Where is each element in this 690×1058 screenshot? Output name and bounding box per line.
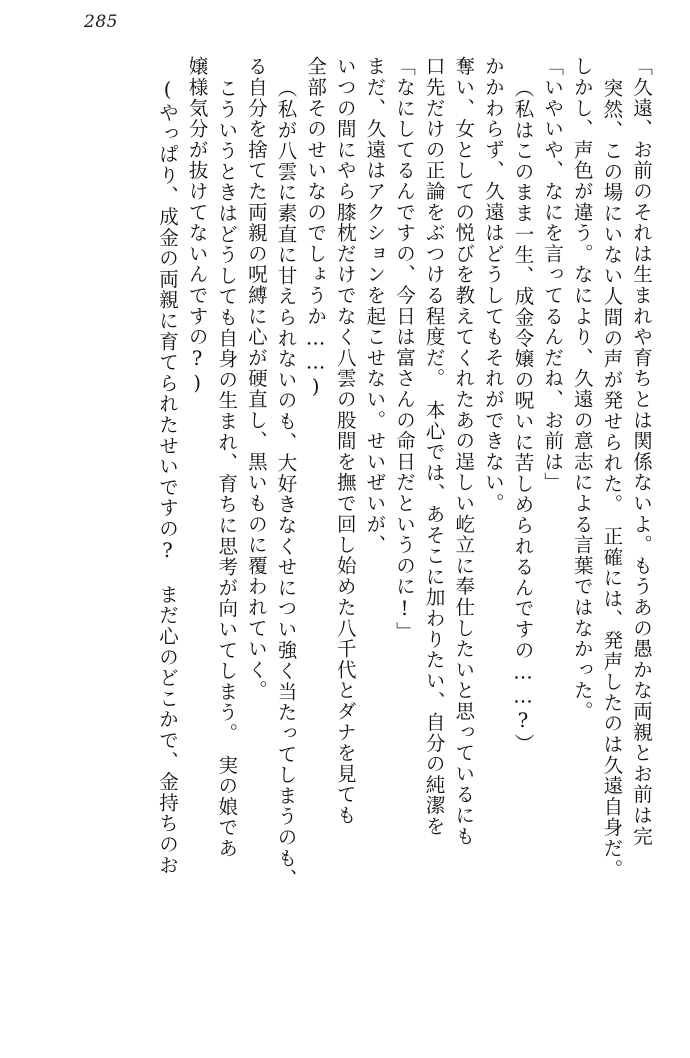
- text-line: （私が八雲に素直に甘えられないのも、大好きなくせについ強く当たってしまうのも、: [274, 78, 298, 890]
- text-line: かかわらず、久遠はどうしてもそれができない。: [481, 56, 505, 514]
- page-number: 285: [84, 12, 118, 32]
- text-line: 全部そのせいなのでしょうか……): [304, 56, 328, 400]
- text-line: 「いやいや、なにを言ってるんだね、お前は」: [541, 56, 565, 493]
- text-line: しかし、声色が違う。なにより、久遠の意志による言葉ではなかった。: [570, 56, 594, 722]
- text-line: 「久遠、お前のそれは生まれや育ちとは関係ないよ。もうあの愚かな両親とお前は完: [630, 56, 653, 847]
- text-line: 「なにしてるんですの、今日は富さんの命日だというのに!」: [393, 56, 416, 642]
- text-line: こういうときはどうしても自身の生まれ、育ちに思考が向いてしまう。 実の娘であ: [215, 78, 239, 859]
- text-line: 突然、この場にいない人間の声が発せられた。 正確には、発声したのは久遠自身だ。: [600, 78, 624, 880]
- text-line: 口先だけの正論をぶつける程度だ。 本心では、あそこに加わりたい、自分の純潔を: [422, 56, 446, 837]
- text-line: (やっぱり、成金の両親に育てられたせいですの? まだ心のどこかで、金持ちのお: [156, 78, 179, 876]
- text-line: いつの間にやら膝枕だけでなく八雲の股間を撫で回し始めた八千代とダナを見ても: [333, 56, 357, 826]
- text-line: る自分を捨てた両親の呪縛に心が硬直し、黒いものに覆われていく。: [244, 56, 268, 701]
- text-line: 奪い、女としての悦びを教えてくれたあの逞しい屹立に奉仕したいと思っているにも: [452, 56, 476, 847]
- text-line: まだ、久遠はアクションを起こせない。せいぜいが、: [363, 56, 387, 556]
- text-line: 嬢様気分が抜けてないんですの?): [185, 56, 209, 396]
- page-text-body: [40, 56, 656, 1036]
- text-line: （私はこのまま一生、成金令嬢の呪いに苦しめられるんですの……?）: [511, 78, 535, 755]
